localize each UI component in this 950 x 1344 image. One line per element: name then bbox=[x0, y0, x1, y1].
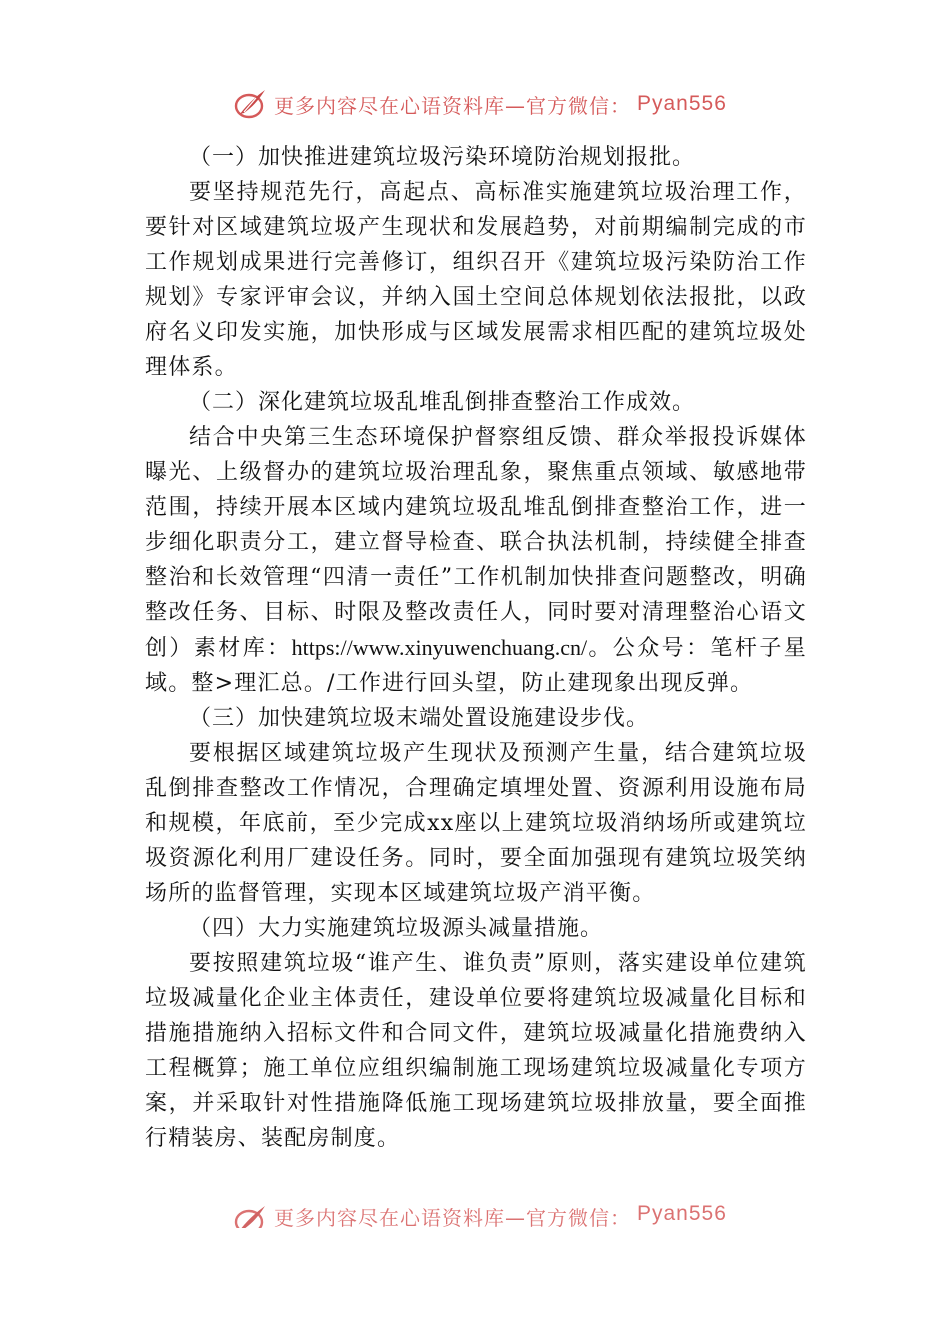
watermark-wechat-id: Pyan556 bbox=[637, 1202, 727, 1225]
quill-logo-icon bbox=[232, 1202, 268, 1228]
footer-watermark bbox=[232, 1202, 727, 1228]
quill-logo-icon bbox=[232, 86, 268, 122]
section-1-heading: （一）加快推进建筑垃圾污染环境防治规划报批。 bbox=[189, 145, 696, 170]
section-3-paragraph: 要根据区域建筑垃圾产生现状及预测产生量，结合建筑垃圾乱倒排查整改工作情况，合理确定填埋处置、资源利用设施布局和规模，年底前，至少完成xx座以上建筑垃圾消纳场所或建筑垃圾资源化利用厂建设任务。同时，要全面加强现有建筑垃圾笑纳场所的监督管理，实现本区域建筑垃圾产消平衡。 bbox=[145, 741, 807, 906]
section-2-heading: （二）深化建筑垃圾乱堆乱倒排查整治工作成效。 bbox=[189, 390, 696, 415]
header-watermark bbox=[232, 84, 727, 124]
section-4-heading: （四）大力实施建筑垃圾源头减量措施。 bbox=[189, 916, 604, 941]
section-1-paragraph: 要坚持规范先行，高起点、高标准实施建筑垃圾治理工作，要针对区域建筑垃圾产生现状和发展趋势，对前期编制完成的市工作规划成果进行完善修订，组织召开《建筑垃圾污染防治工作规划》专家评审会议，并纳入国土空间总体规划依法报批，以政府名义印发实施，加快形成与区域发展需求相匹配的建筑垃圾处理体系。 bbox=[145, 180, 807, 380]
section-2-paragraph bbox=[145, 420, 807, 701]
section-4-paragraph: 要按照建筑垃圾“谁产生、谁负责”原则，落实建设单位建筑垃圾减量化企业主体责任，建设单位要将建筑垃圾减量化目标和措施措施纳入招标文件和合同文件，建筑垃圾减量化措施费纳入工程概算；施工单位应组织编制施工现场建筑垃圾减量化专项方案，并采取针对性措施降低施工现场建筑垃圾排放量，要全面推行精装房、装配房制度。 bbox=[145, 951, 807, 1151]
section-3-heading: （三）加快建筑垃圾末端处置设施建设步伐。 bbox=[189, 706, 650, 731]
watermark-text: 更多内容尽在心语资料库—官方微信： bbox=[274, 1206, 631, 1228]
watermark-text: 更多内容尽在心语资料库—官方微信： bbox=[274, 93, 631, 118]
document-body bbox=[145, 140, 807, 1156]
section-2-text-before-url: 结合中央第三生态环境保护督察组反馈、群众举报投诉媒体曝光、上级督办的建筑垃圾治理乱象，聚焦重点领域、敏感地带范围，持续开展本区域内建筑垃圾乱堆乱倒排查整治工作，进一步细化职责分工，建立督导检查、联合执法机制，持续健全排查整治和长效管理“四清一责任”工作机制加快排查问题整改，明确整改任务、目标、时限及整改责任人，同时要对清理整治心语文创）素材库： bbox=[145, 425, 807, 661]
section-2-text-after-url: 。公众号：笔杆子星域。整>理汇总。/工作进行回头望，防止建现象出现反弹。 bbox=[145, 636, 807, 696]
source-url: https://www.xinyuwenchuang.cn/ bbox=[291, 635, 588, 660]
watermark-wechat-id: Pyan556 bbox=[637, 92, 727, 115]
